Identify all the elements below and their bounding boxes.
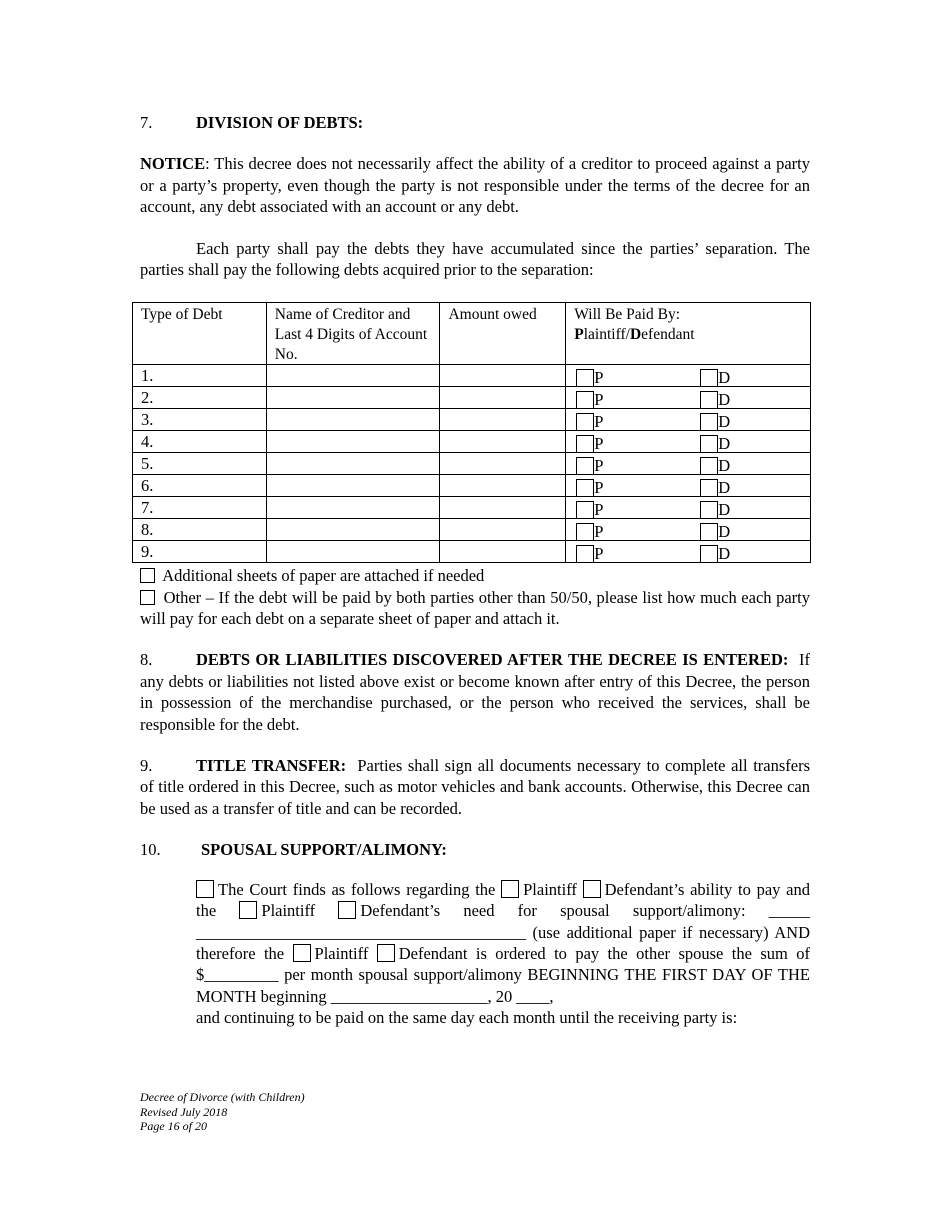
section-7-title: DIVISION OF DEBTS: [196,113,364,132]
section-8-title: DEBTS OR LIABILITIES DISCOVERED AFTER THE DECREE IS ENTERED: [196,650,789,670]
debt-row-creditor[interactable] [266,519,440,541]
need-plaintiff-checkbox[interactable] [239,901,257,919]
plaintiff-option [576,389,603,410]
defendant-label: D [718,456,731,476]
spousal-text-4: Plaintiff [261,901,316,921]
other-checkbox[interactable] [140,590,155,605]
footer-page-number: Page 16 of 20 [140,1119,207,1133]
debt-row-amount[interactable] [440,541,566,563]
debt-row-amount[interactable] [440,475,566,497]
plaintiff-option [576,521,603,542]
spousal-findings-paragraph [196,879,810,1007]
additional-sheets-checkbox[interactable] [140,568,155,583]
section-8-paragraph [140,649,810,735]
plaintiff-label: P [594,522,604,542]
debt-row-number: 4. [133,431,267,453]
plaintiff-checkbox[interactable] [576,435,594,453]
defendant-label: D [718,522,731,542]
additional-sheets-line [140,565,810,586]
debt-row-amount[interactable] [440,453,566,475]
spousal-text-6: Plaintiff [314,943,369,963]
debt-row-number: 6. [133,475,267,497]
defendant-option [700,543,730,564]
defendant-checkbox[interactable] [700,435,718,453]
spousal-text-7: Defendant is ordered to pay the other spouse the sum of $_________ per month spousal support/alimony BEGINNING THE FIRST DAY OF THE MONTH beginning ___________________, 20 ____, [196,943,811,1006]
defendant-checkbox[interactable] [700,391,718,409]
debt-row-paid-by [566,497,811,519]
debts-table-body [133,365,811,563]
defendant-option [700,455,730,476]
debt-row-creditor[interactable] [266,365,440,387]
plaintiff-label: P [594,434,604,454]
header-paid-by-label: Will Be Paid By: [574,306,681,324]
debt-row [133,519,811,541]
defendant-label: D [718,368,731,388]
debt-row-creditor[interactable] [266,387,440,409]
plaintiff-option [576,455,603,476]
spousal-text-2: Plaintiff [523,879,577,899]
section-7-number: 7. [140,113,153,132]
debt-row-amount[interactable] [440,497,566,519]
pd-d-bold: D [629,326,642,344]
notice-paragraph [140,153,810,217]
defendant-option [700,411,730,432]
notice-text: : This decree does not necessarily affect the ability of a creditor to proceed against a party or a party’s property, even though the party is not responsible under the terms of the decree for an account, any debt associated with an account or any debt. [140,154,810,217]
debt-row-amount[interactable] [440,431,566,453]
debt-row-amount[interactable] [440,409,566,431]
plaintiff-option [576,367,603,388]
debt-row-creditor[interactable] [266,541,440,563]
document-page [140,112,810,1029]
debt-row-number: 8. [133,519,267,541]
defendant-label: D [718,544,731,564]
debt-row-paid-by [566,519,811,541]
defendant-option [700,499,730,520]
debt-row-paid-by [566,475,811,497]
debt-row [133,541,811,563]
ability-plaintiff-checkbox[interactable] [501,880,519,898]
court-finds-checkbox[interactable] [196,880,214,898]
debts-table-header [133,303,811,365]
plaintiff-checkbox[interactable] [576,391,594,409]
debt-row-creditor[interactable] [266,431,440,453]
debts-table [132,302,811,563]
debt-row-paid-by [566,365,811,387]
payor-defendant-checkbox[interactable] [377,944,395,962]
debt-row-amount[interactable] [440,519,566,541]
header-creditor: Name of Creditor and Last 4 Digits of Account No. [266,303,440,365]
plaintiff-option [576,411,603,432]
debt-row [133,453,811,475]
plaintiff-label: P [594,500,604,520]
section-9-paragraph [140,755,810,819]
plaintiff-checkbox[interactable] [576,369,594,387]
need-defendant-checkbox[interactable] [338,901,356,919]
defendant-checkbox[interactable] [700,545,718,563]
ability-defendant-checkbox[interactable] [583,880,601,898]
defendant-label: D [718,478,731,498]
debt-row-paid-by [566,431,811,453]
header-paid-by [566,303,811,365]
plaintiff-checkbox[interactable] [576,413,594,431]
pd-p-bold: P [574,326,584,344]
debt-row-number: 2. [133,387,267,409]
other-line [140,587,810,630]
debt-row-creditor[interactable] [266,497,440,519]
header-type-of-debt: Type of Debt [133,303,267,365]
section-9-number: 9. [140,756,153,776]
debt-row-number: 7. [133,497,267,519]
debt-row-amount[interactable] [440,387,566,409]
defendant-checkbox[interactable] [700,501,718,519]
footer-title: Decree of Divorce (with Children) [140,1090,305,1104]
plaintiff-label: P [594,412,604,432]
spousal-text-5: Defendant’s need for spousal support/alimony: _____ ________________________________________ (use additional paper if necessary) AND therefore the [196,901,811,963]
defendant-label: D [718,434,731,454]
debt-row [133,431,811,453]
plaintiff-label: P [594,478,604,498]
spousal-text-1: The Court finds as follows regarding the [218,879,496,899]
debt-row-creditor[interactable] [266,453,440,475]
debt-row [133,387,811,409]
spousal-text-3: Defendant’s ability to pay and the [196,879,810,921]
plaintiff-checkbox[interactable] [576,457,594,475]
plaintiff-label: P [594,390,604,410]
defendant-option [700,367,730,388]
page-footer [140,1090,305,1134]
defendant-option [700,433,730,454]
plaintiff-checkbox[interactable] [576,545,594,563]
section-9-text: Parties shall sign all documents necessary to complete all transfers of title ordered in this Decree, such as motor vehicles and bank accounts. Otherwise, this Decree can be used as a transfer of title and can be recorded. [140,756,810,818]
debt-row-number: 1. [133,365,267,387]
debt-row-number: 3. [133,409,267,431]
defendant-checkbox[interactable] [700,523,718,541]
plaintiff-checkbox[interactable] [576,501,594,519]
debt-row-number: 5. [133,453,267,475]
header-plaintiff-defendant [574,325,802,345]
defendant-checkbox[interactable] [700,457,718,475]
plaintiff-checkbox[interactable] [576,479,594,497]
debt-row-paid-by [566,541,811,563]
section-9-title: TITLE TRANSFER: [196,756,347,776]
section-10-heading [140,839,810,860]
debt-row [133,409,811,431]
debt-row [133,365,811,387]
defendant-option [700,477,730,498]
spousal-continuing-line: and continuing to be paid on the same day each month until the receiving party is: [196,1008,738,1028]
section-10-title: SPOUSAL SUPPORT/ALIMONY: [201,840,447,860]
plaintiff-option [576,433,603,454]
defendant-checkbox[interactable] [700,369,718,387]
plaintiff-option [576,499,603,520]
plaintiff-label: P [594,544,604,564]
header-amount-owed: Amount owed [440,303,566,365]
section-10-number: 10. [140,840,161,860]
plaintiff-label: P [594,456,604,476]
notice-label: NOTICE [140,154,206,174]
debt-row-creditor[interactable] [266,409,440,431]
debt-row [133,475,811,497]
defendant-label: D [718,500,731,520]
section-8-text: If any debts or liabilities not listed above exist or become known after entry of this Decree, the person in possession of the merchandise purchased, or the person who received the services, shall be responsible for the debt. [140,650,810,734]
payor-plaintiff-checkbox[interactable] [293,944,311,962]
pd-d-rest: efendant [641,326,695,344]
debt-row-creditor[interactable] [266,475,440,497]
plaintiff-option [576,543,603,564]
pd-p-rest: laintiff/ [583,326,630,344]
footer-revision: Revised July 2018 [140,1104,228,1119]
section-7-heading [140,112,810,133]
other-label: Other – If the debt will be paid by both parties other than 50/50, please list how much each party will pay for each debt on a separate sheet of paper and attach it. [140,587,811,629]
debt-row-amount[interactable] [440,365,566,387]
plaintiff-checkbox[interactable] [576,523,594,541]
plaintiff-label: P [594,368,604,388]
defendant-option [700,389,730,410]
defendant-checkbox[interactable] [700,479,718,497]
defendant-option [700,521,730,542]
debt-row-paid-by [566,409,811,431]
defendant-label: D [718,412,731,432]
plaintiff-option [576,477,603,498]
debts-paragraph: Each party shall pay the debts they have accumulated since the parties’ separation. The parties shall pay the following debts acquired prior to the separation: [140,238,810,280]
section-8-number: 8. [140,650,153,670]
additional-sheets-label: Additional sheets of paper are attached if needed [162,566,485,586]
defendant-label: D [718,390,731,410]
spousal-support-block [196,879,810,1029]
debt-row-paid-by [566,453,811,475]
debt-row-number: 9. [133,541,267,563]
defendant-checkbox[interactable] [700,413,718,431]
debt-row [133,497,811,519]
debt-row-paid-by [566,387,811,409]
